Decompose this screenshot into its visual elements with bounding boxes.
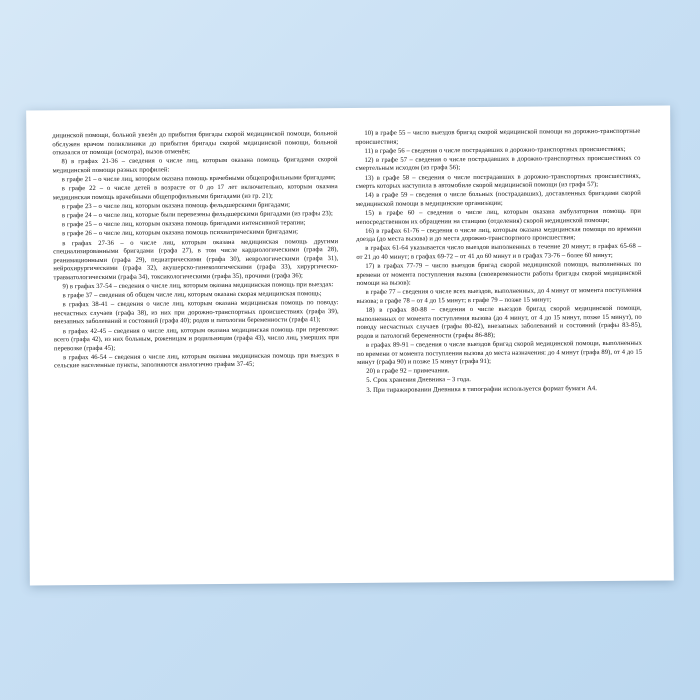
paragraph: в графах 89-91 – сведения о числе выездов бригад скорой медицинской помощи, выполненных по времени от момента поступления вызова до места назначения: до 4 минут (графа 89), от 4 до 15 минут (графа 90) и позже 15 минут (графа 91); — [357, 339, 643, 367]
paragraph: 9) в графах 37-54 – сведения о числе лиц, которым оказана медицинская помощь при выездах: — [62, 281, 334, 291]
paragraph: в графах 42-45 – сведения о числе лиц, которым оказана медицинская помощь при перевозке: всего (графа 42), из них больным, роженицам и родильницам (графа 43), число лиц, умерших при перевозке (графа 45); — [53, 325, 339, 352]
paragraph: 18) в графах 80-88 – сведения о числе выездов бригад скорой медицинской помощи, выполненных от момента поступления вызова (до 4 минут, от 4 до 15 минут, позже 15 минут), по поводу несчастных случаев (графы 80-82), внезапных заболеваний и состояний (графы 83-85), родов и патологий беременности (графы 86-88); — [356, 304, 642, 340]
page-content — [26, 105, 674, 585]
paragraph: в графах 38-41 – сведения о числе лиц, которым оказана медицинская помощь по поводу: несчастных случаев (графа 38), из них при дорожно-транспортных происшествиях (графа 39), внезапных заболеваний и состояний (графа 40); родов и патологии беременности (графа 41); — [53, 299, 339, 326]
paragraph: 5. Срок хранения Дневника – 3 года. — [366, 376, 472, 385]
paragraph: в графе 24 – о числе лиц, которые были перевезены фельдшерскими бригадами (из графы 23); — [61, 210, 333, 220]
paragraph: в графе 22 – о числе детей в возрасте от 0 до 17 лет включительно, которым оказана медицинская помощь врачебными общепрофильными бригадами (из гр. 21); — [52, 183, 338, 202]
paragraph: 14) в графе 59 – сведения о числе больных (пострадавших), доставленных бригадами скорой медицинской помощи в медицинские организации; — [355, 190, 641, 208]
paragraph: в графах 46-54 – сведения о числе лиц, которым оказана медицинская помощь при выездах в сельские населенные пункты, заполняются аналогично графам 37-45; — [54, 351, 340, 370]
paragraph: в графах 61-64 указывается число выездов выполненных в течение 20 минут; в графах 65-68 – от 21 до 40 минут; в графах 69-72 – от 41 до 60 минут и в графах 73-76 – более 60 минут; — [356, 243, 642, 261]
left-column — [52, 130, 340, 567]
two-column-layout — [52, 128, 647, 568]
paragraph: в графе 21 – о числе лиц, которым оказана помощь врачебными общепрофильными бригадами; — [61, 174, 336, 184]
paragraph: в графах 27-36 – о числе лиц, которым оказана медицинская помощь другими специализированными бригадами (графа 27), в том числе кардиологическими (графа 28), реанимационными (графа 29), педиатрическими (графа 30), неврологическими (графа 31), нейрохирургическими (графа 32), акушерско-гинекологическими (графа 33), хирургическо-травматологическими (графа 34), токсикологическими (графа 35), прочими (графа 36); — [53, 237, 339, 282]
paragraph: дицинской помощи, больной увезён до прибытия бригады скорой медицинской помощи, больной обслужен врачом поликлиники до прибытия бригады скорой медицинской помощи, больной отказался от помощи (осмотра), вызов отменён; — [52, 130, 338, 157]
paragraph: 3. При тиражировании Дневника в типографии используется формат бумаги А4. — [366, 384, 598, 394]
paragraph: в графе 77 – сведения о числе всех выездов, выполненных, до 4 минут от момента поступления вызова; в графе 78 – от 4 до 15 минут; в графе 79 – позже 15 минут; — [356, 287, 642, 305]
paragraph: 10) в графе 55 – число выездов бригад скорой медицинской помощи на дорожно-транспортные происшествия; — [355, 127, 641, 146]
paragraph: 13) в графе 58 – сведения о числе пострадавших в дорожно-транспортных происшествиях, смерть которых наступила в автомобиле скорой медицинской помощи (из графа 57); — [355, 172, 641, 191]
document-page — [26, 105, 674, 585]
paragraph: в графе 25 – о числе лиц, которым оказана помощь бригадами интенсивной терапии; — [62, 219, 306, 229]
paragraph: 12) в графе 57 – сведения о числе пострадавших в дорожно-транспортных происшествиях со смертельным исходом (из графа 56); — [355, 154, 641, 173]
right-column — [355, 128, 643, 565]
paragraph: в графе 26 – о числе лиц, которым оказана помощь психиатрическими бригадами; — [62, 228, 299, 238]
paragraph: 16) в графах 61-76 – сведения о числе лиц, которым оказана медицинская помощи по времени доезда (до места вызова) и до места дорожно-транспортного происшествия; — [356, 225, 642, 244]
paragraph: 17) в графах 77-79 – число выездов бригад скорой медицинской помощи, выполненных по времени от момента поступления вызова (своевременности работы бригады скорой медицинской помощи на вызов): — [356, 260, 642, 288]
paragraph: 20) в графе 92 – примечания. — [366, 367, 450, 376]
paragraph: 11) в графе 56 – сведения о числе пострадавших в дорожно-транспортных происшествиях; — [364, 145, 626, 155]
paragraph: в графе 23 – о числе лиц, которым оказана помощь фельдшерскими бригадами; — [61, 201, 291, 211]
paragraph: 15) в графе 60 – сведения о числе лиц, которым оказана амбулаторная помощь при непосредственном их обращении на станцию (отделения) скорой медицинской помощи; — [356, 207, 641, 226]
paragraph: в графе 37 – сведения об общем числе лиц, которым оказана скорая медицинская помощь; — [62, 290, 322, 300]
paragraph: 8) в графах 21-36 – сведения о числе лиц, которым оказана помощь бригадами скорой медицинской помощи разных профилей: — [52, 156, 338, 175]
